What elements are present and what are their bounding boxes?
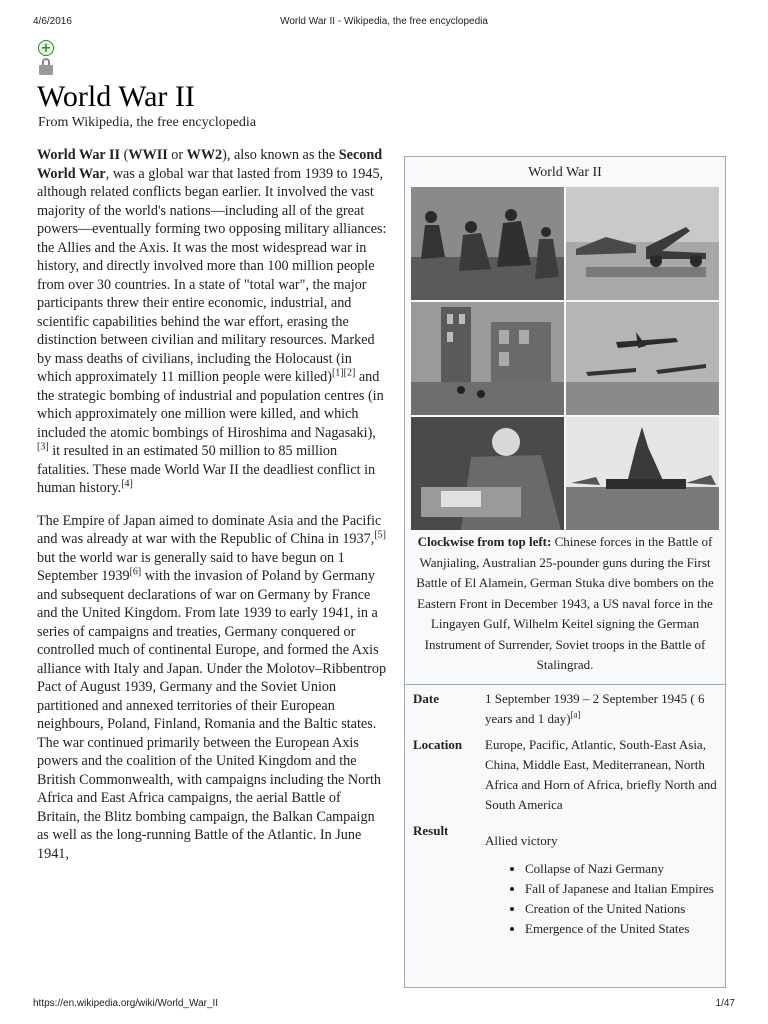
print-url: https://en.wikipedia.org/wiki/World_War_II [33,998,219,1009]
photo-battle-of-stalingrad[interactable] [411,302,564,415]
site-tagline: From Wikipedia, the free encyclopedia [38,115,257,130]
photo-el-alamein-guns[interactable] [566,187,719,300]
date-value: 1 September 1939 – 2 September 1945 ( 6 years and 1 day)[a] [485,690,705,726]
term-second-world-war: Second World War [37,147,383,182]
result-list [485,859,717,939]
photo-stuka-dive-bombers[interactable] [566,302,719,415]
infobox-row-date [405,687,725,733]
infobox-title: World War II [528,165,602,180]
infobox-image-collage [411,187,719,530]
result-label: Result [413,822,449,838]
location-label: Location [413,736,463,752]
lock-icon[interactable] [39,58,53,76]
infobox [404,156,726,988]
result-item[interactable]: • Fall of Japanese and Italian Empires [525,879,717,899]
print-date: 4/6/2016 [33,16,72,27]
print-footer [33,998,735,1012]
citation-1[interactable]: [1] [331,367,344,379]
photo-battle-of-wanjialing[interactable] [411,187,564,300]
result-item[interactable]: • Collapse of Nazi Germany [525,859,717,879]
result-item[interactable]: • Creation of the United Nations [525,899,717,919]
date-label: Date [413,690,439,706]
print-page-number: 1/47 [715,998,735,1009]
photo-keitel-signing-surrender[interactable] [411,417,564,530]
citation-6[interactable]: [6] [129,566,142,578]
citation-4[interactable]: [4] [121,478,133,490]
term-ww2: WW2 [186,147,223,163]
citation-5[interactable]: [5] [374,529,386,541]
article-body [37,146,387,988]
note-a[interactable]: [a] [570,709,581,720]
infobox-caption: Clockwise from top left: Chinese forces in the Battle of Wanjialing, Australian 25-pounder guns during the First Battle of El Alamein, German Stuka dive bombers on the Eastern Front in December 1943, a US naval force in the Lingayen Gulf, Wilhelm Keitel signing the German Instrument of Surrender, Soviet troops in the Battle of Stalingrad. [416,534,714,672]
good-article-plus-icon[interactable]: + [38,40,54,56]
citation-3[interactable]: [3] [37,441,49,453]
infobox-row-result [405,819,725,943]
photo-lingayen-gulf-naval-force[interactable] [566,417,719,530]
citation-2[interactable]: [2] [343,367,356,379]
page-title: World War II [37,80,195,113]
infobox-divider [405,684,725,685]
lead-paragraph-2: The Empire of Japan aimed to dominate Asia and the Pacific and was already at war with the Republic of China in 1937,[5] but the world war is generally said to have begun on 1 September 1939[6] with the invasion of Poland by Germany and subsequent declarations of war on Germany by France and the United Kingdom. From late 1939 to early 1941, in a series of campaigns and treaties, Germany conquered or controlled much of continental Europe, and formed the Axis alliance with Italy and Japan. Under the Molotov–Ribbentrop Pact of August 1939, Germany and the Soviet Union partitioned and annexed territories of their European neighbours, Poland, Finland, Romania and the Baltic states. The war continued primarily between the European Axis powers and the coalition of the United Kingdom and the British Commonwealth, with campaigns including the North Africa and East Africa campaigns, the aerial Battle of Britain, the Blitz bombing campaign, the Balkan Campaign as well as the long-running Battle of the Atlantic. In June 1941, [37,512,387,862]
lead-paragraph-1: World War II (WWII or WW2), also known as the Second World War, was a global war that lasted from 1939 to 1945, although related conflicts began earlier. It involved the vast majority of the world's nations—including all of the great powers—eventually forming two opposing military alliances: the Allies and the Axis. It was the most widespread war in history, and directly involved more than 100 million people from over 30 countries. In a state of "total war", the major participants threw their entire economic, industrial, and scientific capabilities behind the war effort, erasing the distinction between civilian and military resources. Marked by mass deaths of civilians, including the Holocaust (in which approximately 11 million people were killed)[1][2] and the strategic bombing of industrial and population centres (in which approximately one million were killed, and which included the atomic bombings of Hiroshima and Nagasaki),[3] it resulted in an estimated 50 million to 85 million fatalities. These made World War II the deadliest conflict in human history.[4] [37,147,387,496]
term-wwii: WWII [128,147,168,163]
print-header [33,16,735,32]
location-value: Europe, Pacific, Atlantic, South-East Asia, China, Middle East, Mediterranean, North Africa and Horn of Africa, briefly North and South America [485,736,717,812]
page-status-icons [38,40,58,76]
infobox-row-location [405,733,725,819]
term-world-war-ii: World War II [37,147,121,163]
result-item[interactable]: • Emergence of the United States [525,919,717,939]
result-summary: Allied victory [485,832,558,848]
result-value [485,821,717,939]
print-page-title: World War II - Wikipedia, the free encyclopedia [280,16,488,27]
